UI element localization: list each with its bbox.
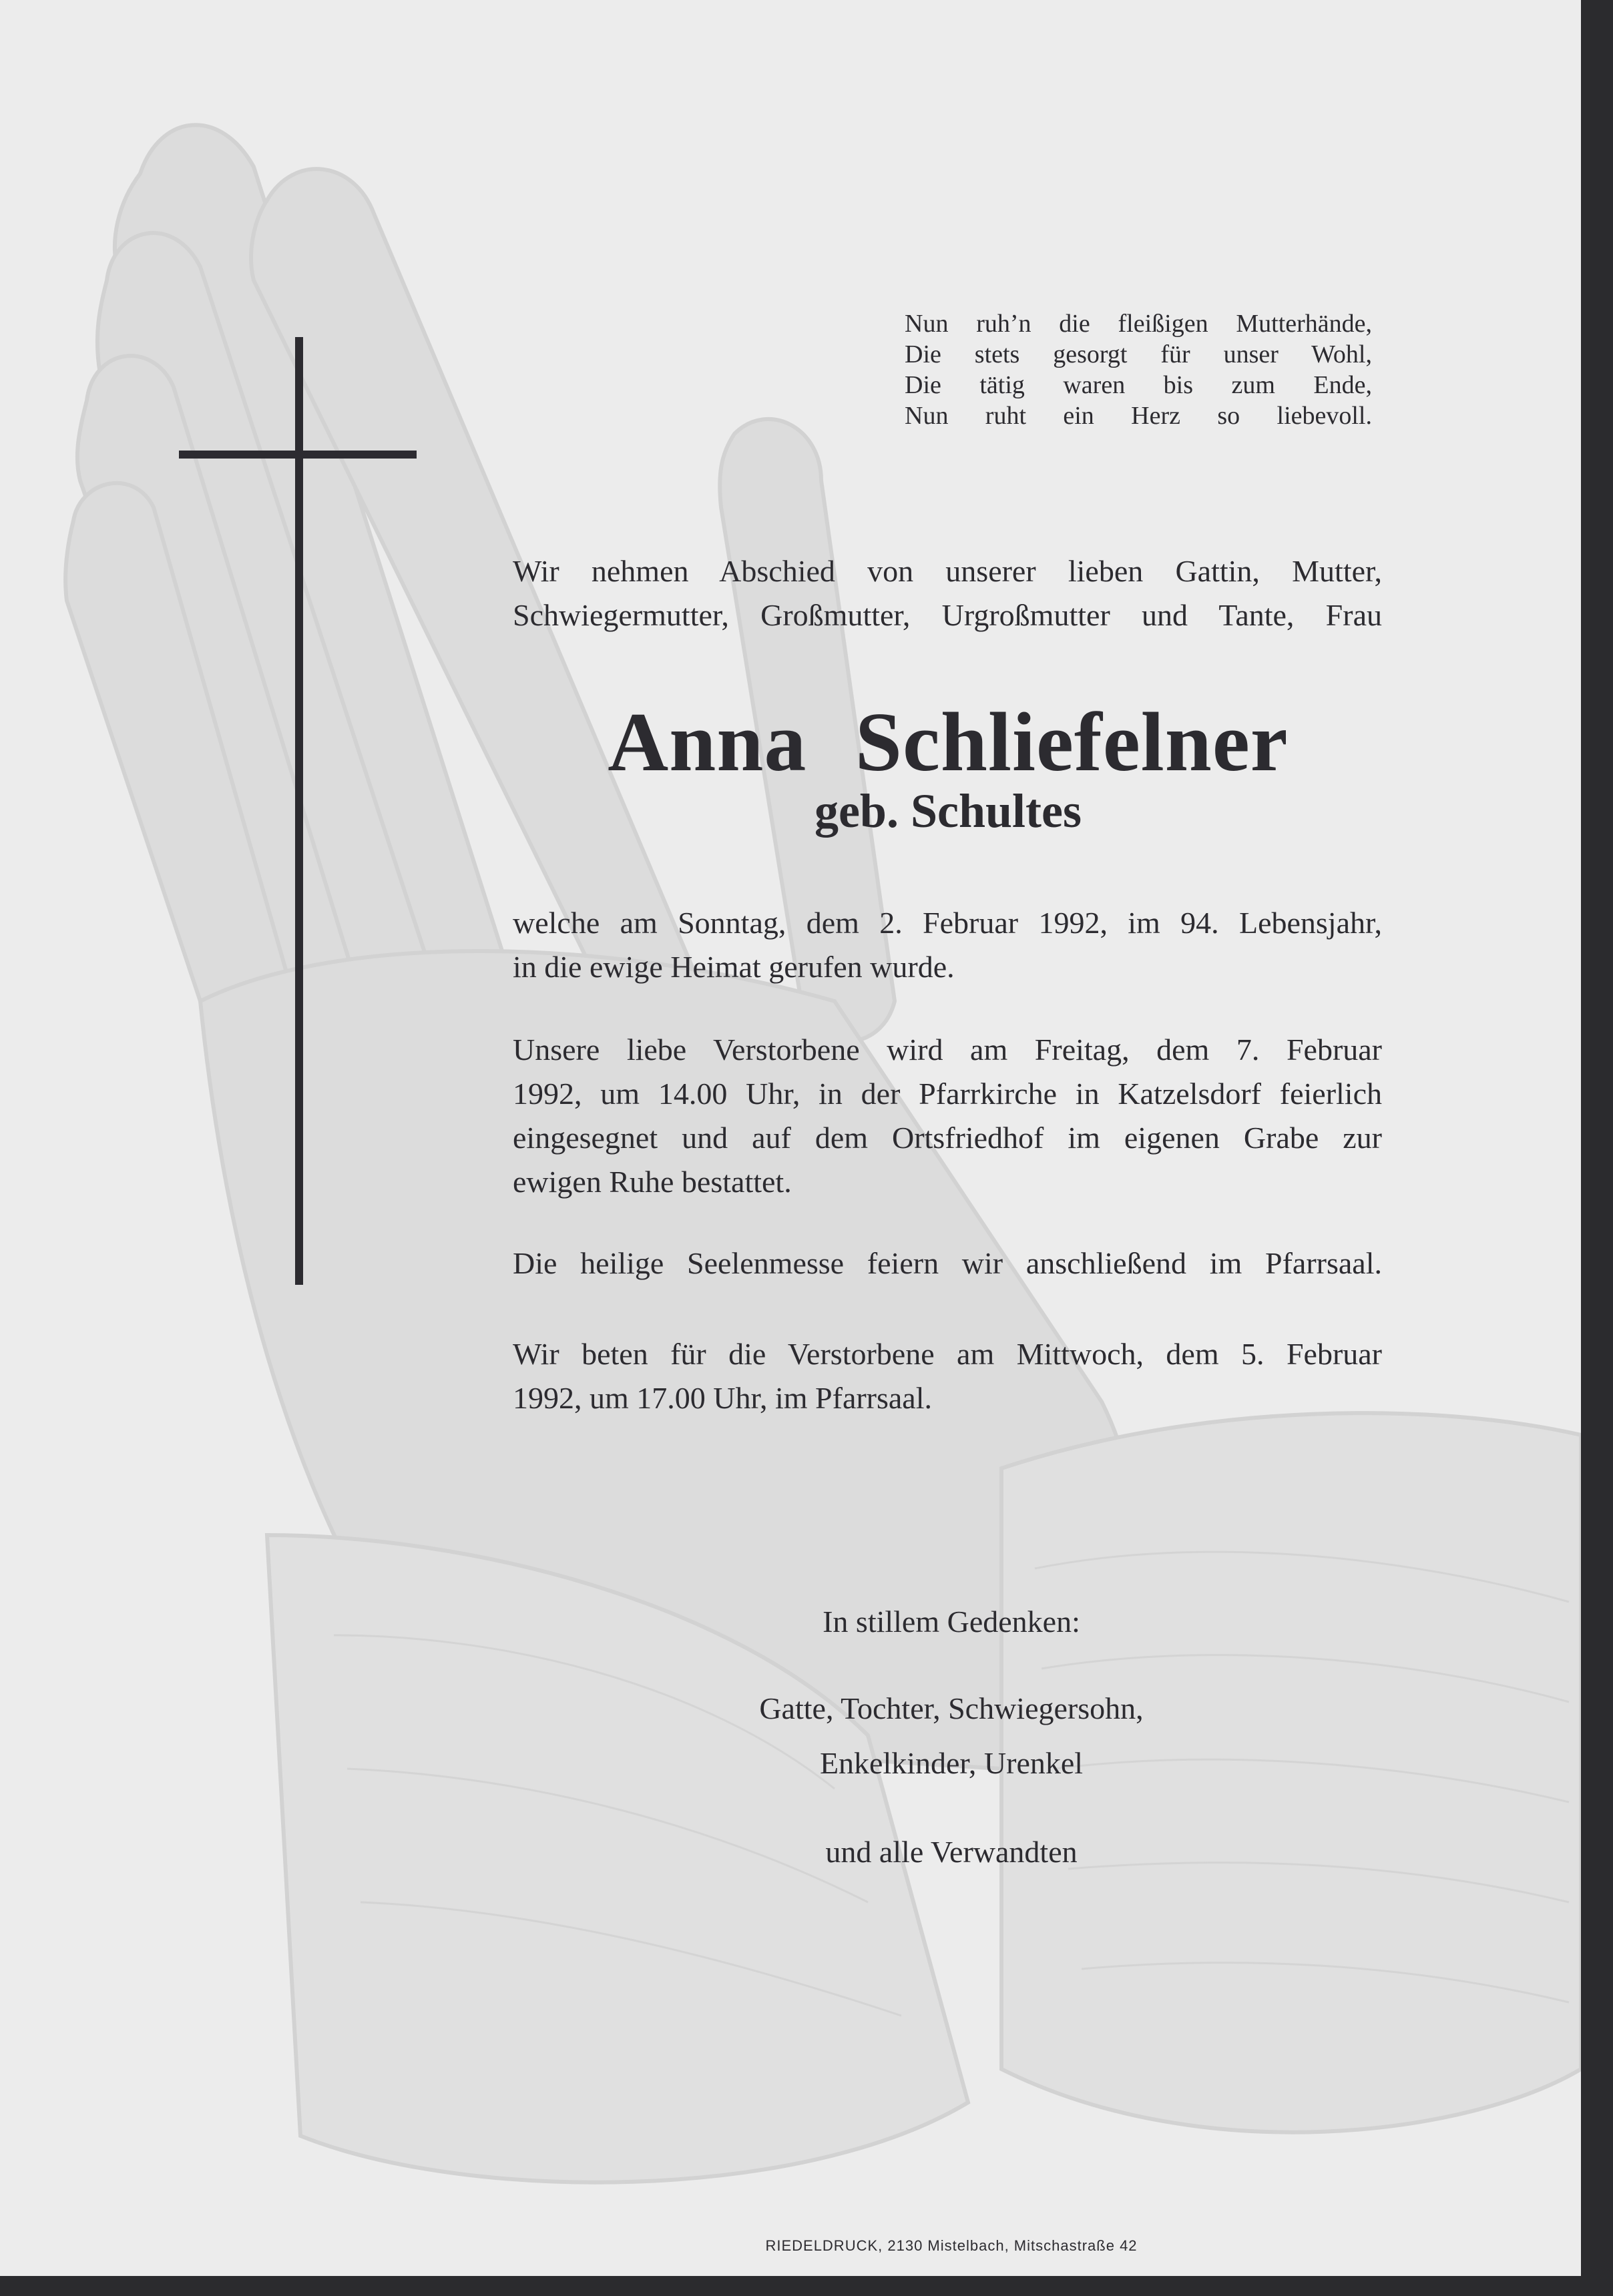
deceased-name: Anna Schliefelner <box>608 696 1289 789</box>
relatives-line: und alle Verwandten <box>825 1835 1078 1869</box>
funeral-notice <box>513 1028 1382 1204</box>
poem-line: Die tätig waren bis zum Ende, <box>905 371 1372 399</box>
poem-line: Die stets gesorgt für unser Wohl, <box>905 340 1372 368</box>
farewell-intro <box>513 549 1382 637</box>
prayer-line: Wir beten für die Verstorbene am Mittwoch, dem 5. Februar <box>513 1337 1382 1371</box>
prayer-notice <box>513 1332 1382 1420</box>
poem-line: Nun ruht ein Herz so liebevoll. <box>905 402 1372 430</box>
death-line: welche am Sonntag, dem 2. Februar 1992, im 94. Lebensjahr, <box>513 906 1382 940</box>
black-mourning-border-right <box>1581 0 1613 2296</box>
cross-vertical-bar <box>295 337 303 1285</box>
prayer-line: 1992, um 17.00 Uhr, im Pfarrsaal. <box>513 1381 933 1415</box>
funeral-line: Unsere liebe Verstorbene wird am Freitag, dem 7. Februar <box>513 1033 1382 1067</box>
mass-line: Die heilige Seelenmesse feiern wir anschließend im Pfarrsaal. <box>513 1246 1382 1280</box>
intro-line: Wir nehmen Abschied von unserer lieben Gattin, Mutter, <box>513 554 1382 588</box>
maiden-name: geb. Schultes <box>814 784 1082 838</box>
family-line: Gatte, Tochter, Schwiegersohn, <box>759 1691 1144 1725</box>
black-mourning-border-bottom <box>0 2276 1613 2296</box>
funeral-line: eingesegnet und auf dem Ortsfriedhof im eigenen Grabe zur <box>513 1121 1382 1155</box>
in-memory-heading: In stillem Gedenken: <box>823 1605 1080 1639</box>
funeral-line: ewigen Ruhe bestattet. <box>513 1165 792 1199</box>
funeral-line: 1992, um 14.00 Uhr, in der Pfarrkirche in Katzelsdorf feierlich <box>513 1077 1382 1111</box>
mass-notice <box>513 1241 1382 1285</box>
death-notice <box>513 901 1382 989</box>
memorial-poem <box>905 308 1372 431</box>
intro-line: Schwiegermutter, Großmutter, Urgroßmutter und Tante, Frau <box>513 598 1382 632</box>
cross-horizontal-bar <box>179 451 417 459</box>
family-line: Enkelkinder, Urenkel <box>819 1746 1084 1780</box>
poem-line: Nun ruh’n die fleißigen Mutterhände, <box>905 310 1372 338</box>
death-line: in die ewige Heimat gerufen wurde. <box>513 950 955 984</box>
printer-imprint: RIEDELDRUCK, 2130 Mistelbach, Mitschastraße 42 <box>765 2237 1138 2254</box>
